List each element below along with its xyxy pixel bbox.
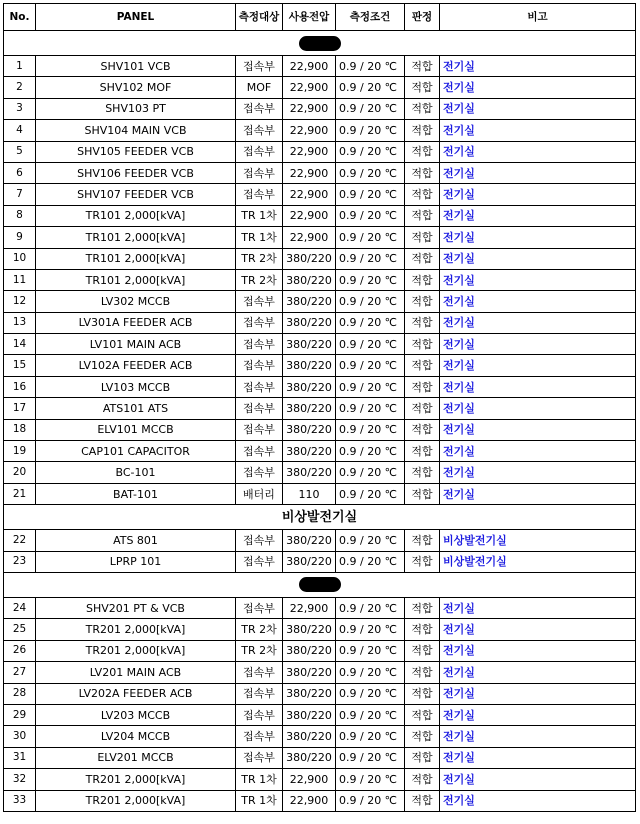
cell-target: 접속부 [236,597,283,618]
cell-result: 적합 [405,419,440,440]
cell-result: 적합 [405,120,440,141]
header-condition: 측정조건 [336,4,405,31]
cell-panel: ATS101 ATS [36,398,236,419]
cell-note: 전기실 [440,141,636,162]
cell-no: 23 [4,551,36,572]
cell-voltage: 22,900 [283,184,336,205]
cell-target: 접속부 [236,662,283,683]
cell-condition: 0.9 / 20 ℃ [336,269,405,290]
cell-panel: SHV101 VCB [36,56,236,77]
cell-result: 적합 [405,162,440,183]
cell-condition: 0.9 / 20 ℃ [336,551,405,572]
cell-target: 접속부 [236,291,283,312]
cell-condition: 0.9 / 20 ℃ [336,662,405,683]
cell-result: 적합 [405,98,440,119]
cell-voltage: 380/220 [283,726,336,747]
cell-note: 전기실 [440,790,636,811]
cell-note: 전기실 [440,704,636,725]
cell-result: 적합 [405,704,440,725]
header-voltage: 사용전압 [283,4,336,31]
table-row [4,291,636,312]
cell-note: 전기실 [440,376,636,397]
table-row [4,376,636,397]
cell-note: 전기실 [440,462,636,483]
cell-condition: 0.9 / 20 ℃ [336,227,405,248]
cell-result: 적합 [405,619,440,640]
cell-note: 전기실 [440,769,636,790]
cell-condition: 0.9 / 20 ℃ [336,683,405,704]
cell-condition: 0.9 / 20 ℃ [336,419,405,440]
cell-target: 접속부 [236,551,283,572]
cell-no: 21 [4,483,36,504]
table-row [4,312,636,333]
table-body [4,31,636,812]
header-target: 측정대상 [236,4,283,31]
cell-no: 27 [4,662,36,683]
cell-panel: SHV104 MAIN VCB [36,120,236,141]
cell-voltage: 22,900 [283,227,336,248]
cell-condition: 0.9 / 20 ℃ [336,205,405,226]
cell-target: 접속부 [236,56,283,77]
cell-no: 7 [4,184,36,205]
cell-voltage: 380/220 [283,355,336,376]
cell-result: 적합 [405,597,440,618]
cell-result: 적합 [405,291,440,312]
cell-panel: TR101 2,000[kVA] [36,269,236,290]
section-header-row [4,31,636,56]
cell-panel: LV202A FEEDER ACB [36,683,236,704]
cell-panel: SHV107 FEEDER VCB [36,184,236,205]
cell-no: 5 [4,141,36,162]
cell-note: 비상발전기실 [440,530,636,551]
cell-panel: SHV103 PT [36,98,236,119]
table-row [4,441,636,462]
cell-no: 13 [4,312,36,333]
cell-no: 4 [4,120,36,141]
cell-voltage: 22,900 [283,205,336,226]
cell-no: 17 [4,398,36,419]
cell-target: 접속부 [236,141,283,162]
cell-panel: LV103 MCCB [36,376,236,397]
cell-target: TR 1차 [236,227,283,248]
cell-condition: 0.9 / 20 ℃ [336,441,405,462]
cell-result: 적합 [405,441,440,462]
cell-note: 전기실 [440,162,636,183]
cell-note: 전기실 [440,56,636,77]
cell-note: 전기실 [440,441,636,462]
cell-condition: 0.9 / 20 ℃ [336,640,405,661]
cell-panel: BAT-101 [36,483,236,504]
cell-condition: 0.9 / 20 ℃ [336,334,405,355]
cell-condition: 0.9 / 20 ℃ [336,530,405,551]
cell-note: 전기실 [440,683,636,704]
cell-target: 접속부 [236,530,283,551]
cell-result: 적합 [405,662,440,683]
cell-target: 접속부 [236,747,283,768]
cell-voltage: 380/220 [283,441,336,462]
header-panel: PANEL [36,4,236,31]
cell-voltage: 22,900 [283,141,336,162]
cell-target: 접속부 [236,376,283,397]
cell-target: 접속부 [236,334,283,355]
cell-condition: 0.9 / 20 ℃ [336,248,405,269]
cell-result: 적합 [405,184,440,205]
cell-condition: 0.9 / 20 ℃ [336,398,405,419]
cell-target: 접속부 [236,398,283,419]
table-row [4,269,636,290]
cell-no: 25 [4,619,36,640]
cell-panel: TR201 2,000[kVA] [36,619,236,640]
cell-note: 전기실 [440,205,636,226]
cell-voltage: 380/220 [283,551,336,572]
cell-note: 전기실 [440,77,636,98]
cell-voltage: 380/220 [283,312,336,333]
cell-note: 전기실 [440,640,636,661]
cell-panel: LPRP 101 [36,551,236,572]
header-note: 비고 [440,4,636,31]
cell-condition: 0.9 / 20 ℃ [336,376,405,397]
cell-voltage: 380/220 [283,334,336,355]
cell-no: 11 [4,269,36,290]
inspection-table [3,3,636,812]
cell-panel: SHV201 PT & VCB [36,597,236,618]
cell-result: 적합 [405,530,440,551]
cell-panel: TR101 2,000[kVA] [36,248,236,269]
redaction-mark [299,36,341,51]
cell-note: 전기실 [440,419,636,440]
cell-result: 적합 [405,483,440,504]
cell-voltage: 22,900 [283,597,336,618]
cell-voltage: 380/220 [283,619,336,640]
cell-panel: TR201 2,000[kVA] [36,640,236,661]
table-row [4,141,636,162]
cell-panel: LV201 MAIN ACB [36,662,236,683]
cell-note: 전기실 [440,184,636,205]
section-title [4,31,636,56]
header-result: 판정 [405,4,440,31]
cell-condition: 0.9 / 20 ℃ [336,790,405,811]
cell-no: 19 [4,441,36,462]
cell-condition: 0.9 / 20 ℃ [336,141,405,162]
cell-result: 적합 [405,462,440,483]
cell-panel: ELV101 MCCB [36,419,236,440]
cell-voltage: 380/220 [283,398,336,419]
cell-voltage: 380/220 [283,248,336,269]
section-title [4,572,636,597]
cell-no: 3 [4,98,36,119]
cell-note: 전기실 [440,291,636,312]
cell-voltage: 380/220 [283,683,336,704]
cell-panel: TR101 2,000[kVA] [36,205,236,226]
table-row [4,462,636,483]
table-row [4,726,636,747]
table-row [4,551,636,572]
cell-panel: LV101 MAIN ACB [36,334,236,355]
section-header-row [4,572,636,597]
cell-note: 전기실 [440,619,636,640]
cell-target: 접속부 [236,120,283,141]
cell-note: 전기실 [440,248,636,269]
cell-result: 적합 [405,205,440,226]
cell-no: 9 [4,227,36,248]
cell-condition: 0.9 / 20 ℃ [336,56,405,77]
cell-no: 22 [4,530,36,551]
cell-no: 31 [4,747,36,768]
cell-panel: CAP101 CAPACITOR [36,441,236,462]
table-row [4,184,636,205]
table-row [4,483,636,504]
header-no: No. [4,4,36,31]
cell-panel: SHV102 MOF [36,77,236,98]
cell-no: 26 [4,640,36,661]
cell-voltage: 22,900 [283,98,336,119]
table-row [4,334,636,355]
table-row [4,769,636,790]
section-title: 비상발전기실 [4,505,636,530]
cell-condition: 0.9 / 20 ℃ [336,726,405,747]
table-row [4,640,636,661]
cell-note: 전기실 [440,355,636,376]
table-row [4,120,636,141]
cell-panel: LV302 MCCB [36,291,236,312]
cell-no: 18 [4,419,36,440]
cell-voltage: 380/220 [283,376,336,397]
cell-no: 10 [4,248,36,269]
cell-result: 적합 [405,355,440,376]
cell-panel: BC-101 [36,462,236,483]
cell-no: 6 [4,162,36,183]
cell-no: 14 [4,334,36,355]
cell-condition: 0.9 / 20 ℃ [336,769,405,790]
cell-note: 전기실 [440,334,636,355]
cell-target: 접속부 [236,355,283,376]
cell-target: TR 1차 [236,205,283,226]
cell-target: TR 2차 [236,640,283,661]
table-row [4,56,636,77]
cell-no: 29 [4,704,36,725]
cell-target: TR 2차 [236,619,283,640]
table-row [4,98,636,119]
cell-condition: 0.9 / 20 ℃ [336,184,405,205]
cell-result: 적합 [405,334,440,355]
cell-condition: 0.9 / 20 ℃ [336,98,405,119]
cell-panel: TR201 2,000[kVA] [36,790,236,811]
cell-result: 적합 [405,77,440,98]
cell-voltage: 380/220 [283,662,336,683]
section-header-row [4,505,636,530]
cell-condition: 0.9 / 20 ℃ [336,291,405,312]
cell-no: 30 [4,726,36,747]
cell-panel: LV204 MCCB [36,726,236,747]
cell-target: 접속부 [236,462,283,483]
cell-condition: 0.9 / 20 ℃ [336,704,405,725]
cell-voltage: 380/220 [283,530,336,551]
cell-no: 32 [4,769,36,790]
cell-no: 12 [4,291,36,312]
table-row [4,205,636,226]
table-row [4,162,636,183]
cell-target: 접속부 [236,184,283,205]
cell-panel: TR101 2,000[kVA] [36,227,236,248]
cell-condition: 0.9 / 20 ℃ [336,747,405,768]
cell-result: 적합 [405,269,440,290]
table-row [4,662,636,683]
cell-no: 28 [4,683,36,704]
cell-note: 전기실 [440,312,636,333]
table-row [4,683,636,704]
cell-no: 16 [4,376,36,397]
cell-result: 적합 [405,640,440,661]
cell-target: 접속부 [236,441,283,462]
cell-condition: 0.9 / 20 ℃ [336,483,405,504]
cell-target: TR 2차 [236,248,283,269]
table-row [4,747,636,768]
table-row [4,704,636,725]
cell-panel: ELV201 MCCB [36,747,236,768]
cell-condition: 0.9 / 20 ℃ [336,619,405,640]
cell-target: MOF [236,77,283,98]
cell-voltage: 22,900 [283,77,336,98]
cell-result: 적합 [405,769,440,790]
cell-voltage: 380/220 [283,291,336,312]
cell-voltage: 22,900 [283,162,336,183]
cell-no: 20 [4,462,36,483]
cell-result: 적합 [405,747,440,768]
cell-panel: SHV105 FEEDER VCB [36,141,236,162]
cell-condition: 0.9 / 20 ℃ [336,597,405,618]
cell-note: 전기실 [440,597,636,618]
cell-target: 접속부 [236,162,283,183]
cell-no: 2 [4,77,36,98]
cell-note: 전기실 [440,483,636,504]
cell-target: TR 1차 [236,769,283,790]
cell-panel: TR201 2,000[kVA] [36,769,236,790]
table-row [4,398,636,419]
table-row [4,227,636,248]
cell-voltage: 380/220 [283,419,336,440]
cell-target: 접속부 [236,312,283,333]
cell-panel: ATS 801 [36,530,236,551]
cell-voltage: 22,900 [283,790,336,811]
cell-target: 배터리 [236,483,283,504]
cell-condition: 0.9 / 20 ℃ [336,77,405,98]
cell-condition: 0.9 / 20 ℃ [336,162,405,183]
cell-voltage: 380/220 [283,640,336,661]
cell-target: TR 2차 [236,269,283,290]
cell-result: 적합 [405,312,440,333]
cell-voltage: 380/220 [283,462,336,483]
cell-result: 적합 [405,790,440,811]
table-row [4,530,636,551]
cell-result: 적합 [405,141,440,162]
cell-result: 적합 [405,248,440,269]
cell-no: 33 [4,790,36,811]
cell-result: 적합 [405,551,440,572]
cell-target: 접속부 [236,98,283,119]
redaction-mark [299,577,341,592]
cell-result: 적합 [405,683,440,704]
cell-condition: 0.9 / 20 ℃ [336,462,405,483]
cell-result: 적합 [405,227,440,248]
cell-panel: LV301A FEEDER ACB [36,312,236,333]
cell-condition: 0.9 / 20 ℃ [336,355,405,376]
cell-note: 전기실 [440,98,636,119]
cell-target: 접속부 [236,704,283,725]
cell-note: 전기실 [440,398,636,419]
cell-no: 8 [4,205,36,226]
table-row [4,355,636,376]
cell-panel: LV102A FEEDER ACB [36,355,236,376]
cell-condition: 0.9 / 20 ℃ [336,120,405,141]
table-row [4,419,636,440]
table-row [4,248,636,269]
cell-voltage: 380/220 [283,704,336,725]
cell-voltage: 380/220 [283,747,336,768]
table-row [4,790,636,811]
cell-note: 전기실 [440,227,636,248]
cell-voltage: 110 [283,483,336,504]
cell-note: 전기실 [440,120,636,141]
table-row [4,77,636,98]
cell-result: 적합 [405,398,440,419]
cell-note: 비상발전기실 [440,551,636,572]
cell-voltage: 22,900 [283,120,336,141]
table-row [4,597,636,618]
cell-voltage: 22,900 [283,769,336,790]
cell-result: 적합 [405,56,440,77]
cell-note: 전기실 [440,269,636,290]
cell-note: 전기실 [440,662,636,683]
table-row [4,619,636,640]
cell-target: 접속부 [236,726,283,747]
cell-voltage: 380/220 [283,269,336,290]
cell-target: 접속부 [236,683,283,704]
cell-target: 접속부 [236,419,283,440]
cell-panel: LV203 MCCB [36,704,236,725]
cell-panel: SHV106 FEEDER VCB [36,162,236,183]
cell-result: 적합 [405,376,440,397]
cell-no: 15 [4,355,36,376]
cell-note: 전기실 [440,726,636,747]
cell-result: 적합 [405,726,440,747]
cell-no: 24 [4,597,36,618]
cell-target: TR 1차 [236,790,283,811]
cell-no: 1 [4,56,36,77]
cell-voltage: 22,900 [283,56,336,77]
cell-note: 전기실 [440,747,636,768]
header-row [4,4,636,31]
cell-condition: 0.9 / 20 ℃ [336,312,405,333]
